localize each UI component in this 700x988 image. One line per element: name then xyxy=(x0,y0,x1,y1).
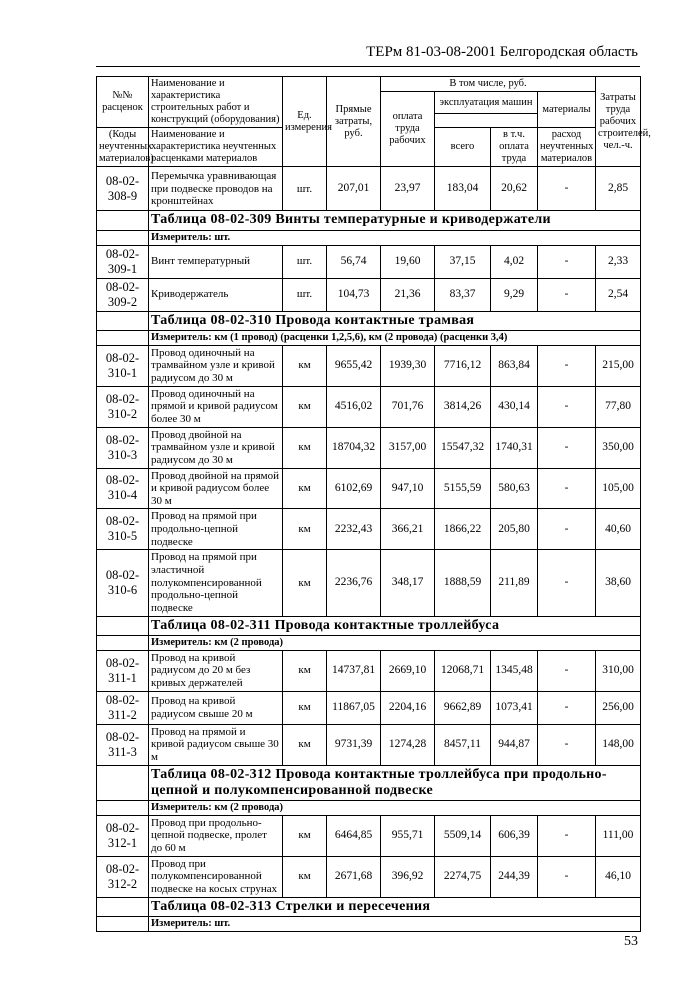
rate-machines-total: 5155,59 xyxy=(435,468,491,509)
rate-machines-wages: 1345,48 xyxy=(491,650,538,691)
table-row xyxy=(97,386,641,427)
rate-direct-cost: 18704,32 xyxy=(327,427,381,468)
rate-labor: 111,00 xyxy=(596,815,641,856)
col-direct-header: Прямые затраты, руб. xyxy=(327,77,381,167)
rate-name: Провод одиночный на трамвайном узле и кривой радиусом до 30 м xyxy=(149,345,283,386)
rate-code: 08-02-310-4 xyxy=(97,468,149,509)
rate-name: Провод на кривой радиусом свыше 20 м xyxy=(149,691,283,724)
rate-name: Провод на прямой при эластичной полукомпенсированной продольно-цепной подвеске xyxy=(149,550,283,616)
rate-code: 08-02-312-1 xyxy=(97,815,149,856)
table-312-title: Таблица 08-02-312 Провода контактные троллейбуса при продольно-цепной и полукомпенсированной подвеске xyxy=(149,765,641,800)
rate-code: 08-02-310-2 xyxy=(97,386,149,427)
rate-code: 08-02-308-9 xyxy=(97,167,149,211)
rate-wages: 701,76 xyxy=(381,386,435,427)
rate-unit: км xyxy=(283,650,327,691)
table-309-title: Таблица 08-02-309 Винты температурные и криводержатели xyxy=(149,211,641,230)
rate-unit: км xyxy=(283,691,327,724)
rate-name: Провод при полукомпенсированной подвеске на косых струнах xyxy=(149,856,283,897)
rate-wages: 3157,00 xyxy=(381,427,435,468)
rate-wages: 396,92 xyxy=(381,856,435,897)
table-311-body xyxy=(97,650,641,765)
rate-materials: - xyxy=(538,278,596,311)
rate-direct-cost: 56,74 xyxy=(327,245,381,278)
table-312-body xyxy=(97,815,641,897)
header-spacer xyxy=(435,114,538,128)
rate-unit: км xyxy=(283,468,327,509)
rate-wages: 21,36 xyxy=(381,278,435,311)
rate-unit: км xyxy=(283,427,327,468)
rate-machines-total: 2274,75 xyxy=(435,856,491,897)
table-row xyxy=(97,815,641,856)
col-total-header: всего xyxy=(435,128,491,167)
table-row xyxy=(97,278,641,311)
header-row-1 xyxy=(97,77,641,92)
rate-materials: - xyxy=(538,509,596,550)
rate-name: Провод на кривой радиусом до 20 м без кривых держателей xyxy=(149,650,283,691)
rate-machines-wages: 1740,31 xyxy=(491,427,538,468)
rate-direct-cost: 6464,85 xyxy=(327,815,381,856)
table-309-body xyxy=(97,245,641,311)
rate-machines-wages: 863,84 xyxy=(491,345,538,386)
page-header-title: ТЕРм 81-03-08-2001 Белгородская область xyxy=(366,44,638,60)
col-unit-header: Ед. измерения xyxy=(283,77,327,167)
table-row xyxy=(97,167,641,211)
rate-labor: 2,85 xyxy=(596,167,641,211)
header-divider xyxy=(96,66,640,67)
rate-name: Провод на прямой при продольно-цепной подвеске xyxy=(149,509,283,550)
rate-unit: шт. xyxy=(283,245,327,278)
rate-machines-total: 37,15 xyxy=(435,245,491,278)
col-unaccounted-header: расход неучтенных материалов xyxy=(538,128,596,167)
rate-direct-cost: 9655,42 xyxy=(327,345,381,386)
rate-wages: 348,17 xyxy=(381,550,435,616)
rate-machines-wages: 4,02 xyxy=(491,245,538,278)
rate-unit: км xyxy=(283,509,327,550)
rate-direct-cost: 4516,02 xyxy=(327,386,381,427)
table-row xyxy=(97,509,641,550)
rate-labor: 215,00 xyxy=(596,345,641,386)
rate-code: 08-02-310-5 xyxy=(97,509,149,550)
rate-wages: 947,10 xyxy=(381,468,435,509)
table-row xyxy=(97,245,641,278)
rate-direct-cost: 2236,76 xyxy=(327,550,381,616)
rate-labor: 310,00 xyxy=(596,650,641,691)
rate-materials: - xyxy=(538,427,596,468)
rate-materials: - xyxy=(538,345,596,386)
rate-name: Провод при продольно-цепной подвеске, пролет до 60 м xyxy=(149,815,283,856)
rate-wages: 955,71 xyxy=(381,815,435,856)
table-311-title: Таблица 08-02-311 Провода контактные троллейбуса xyxy=(149,616,641,635)
rate-machines-wages: 9,29 xyxy=(491,278,538,311)
rate-unit: км xyxy=(283,386,327,427)
rate-labor: 40,60 xyxy=(596,509,641,550)
rate-unit: км xyxy=(283,856,327,897)
rate-labor: 38,60 xyxy=(596,550,641,616)
rate-direct-cost: 14737,81 xyxy=(327,650,381,691)
rate-materials: - xyxy=(538,650,596,691)
table-309-measure: Измеритель: шт. xyxy=(149,230,641,245)
rate-wages: 1274,28 xyxy=(381,724,435,765)
table-row xyxy=(97,427,641,468)
rate-machines-wages: 580,63 xyxy=(491,468,538,509)
rate-machines-total: 3814,26 xyxy=(435,386,491,427)
col-materials-header: материалы xyxy=(538,92,596,128)
rate-code: 08-02-311-3 xyxy=(97,724,149,765)
rate-machines-total: 7716,12 xyxy=(435,345,491,386)
col-name-header: Наименование и характеристика строительных работ и конструкций (оборудования) xyxy=(149,77,283,128)
rate-unit: км xyxy=(283,345,327,386)
rate-name: Винт температурный xyxy=(149,245,283,278)
table-row xyxy=(97,468,641,509)
rate-materials: - xyxy=(538,691,596,724)
rate-machines-total: 8457,11 xyxy=(435,724,491,765)
rate-labor: 2,33 xyxy=(596,245,641,278)
rate-code: 08-02-309-1 xyxy=(97,245,149,278)
rate-code: 08-02-311-2 xyxy=(97,691,149,724)
rate-labor: 148,00 xyxy=(596,724,641,765)
rate-name: Перемычка уравнивающая при подвеске проводов на кронштейнах xyxy=(149,167,283,211)
rate-machines-total: 12068,71 xyxy=(435,650,491,691)
norms-table xyxy=(96,76,651,932)
table-row xyxy=(97,691,641,724)
table-row xyxy=(97,650,641,691)
rate-machines-total: 183,04 xyxy=(435,167,491,211)
rate-wages: 1939,30 xyxy=(381,345,435,386)
rate-machines-total: 5509,14 xyxy=(435,815,491,856)
rate-code: 08-02-309-2 xyxy=(97,278,149,311)
rate-code: 08-02-310-3 xyxy=(97,427,149,468)
rate-unit: шт. xyxy=(283,167,327,211)
col-labor-header: Затраты труда рабочих строителей, чел.-ч. xyxy=(596,77,641,167)
table-row xyxy=(97,550,641,616)
rate-direct-cost: 6102,69 xyxy=(327,468,381,509)
rate-machines-wages: 244,39 xyxy=(491,856,538,897)
page-number: 53 xyxy=(624,934,638,949)
rate-name: Провод двойной на прямой и кривой радиусом более 30 м xyxy=(149,468,283,509)
rate-materials: - xyxy=(538,815,596,856)
rate-machines-wages: 20,62 xyxy=(491,167,538,211)
rate-labor: 46,10 xyxy=(596,856,641,897)
rate-machines-total: 1866,22 xyxy=(435,509,491,550)
rate-materials: - xyxy=(538,468,596,509)
rate-wages: 19,60 xyxy=(381,245,435,278)
rate-direct-cost: 104,73 xyxy=(327,278,381,311)
rate-machines-total: 9662,89 xyxy=(435,691,491,724)
rate-labor: 2,54 xyxy=(596,278,641,311)
rate-code: 08-02-312-2 xyxy=(97,856,149,897)
rate-code: 08-02-310-1 xyxy=(97,345,149,386)
rate-name: Провод двойной на трамвайном узле и кривой радиусом до 30 м xyxy=(149,427,283,468)
rate-code: 08-02-311-1 xyxy=(97,650,149,691)
rate-unit: км xyxy=(283,550,327,616)
rate-materials: - xyxy=(538,386,596,427)
rate-code: 08-02-310-6 xyxy=(97,550,149,616)
col-code-unaccounted-header: (Коды неучтенных материалов) xyxy=(97,128,149,167)
table-310-body xyxy=(97,345,641,616)
rate-direct-cost: 11867,05 xyxy=(327,691,381,724)
rate-wages: 366,21 xyxy=(381,509,435,550)
rate-wages: 2669,10 xyxy=(381,650,435,691)
rate-direct-cost: 2671,68 xyxy=(327,856,381,897)
col-machines-header: эксплуатация машин xyxy=(435,92,538,114)
table-313-title: Таблица 08-02-313 Стрелки и пересечения xyxy=(149,897,641,916)
rate-materials: - xyxy=(538,856,596,897)
col-name-unaccounted-header: Наименование и характеристика неучтенных расценками материалов xyxy=(149,128,283,167)
rate-name: Провод одиночный на прямой и кривой радиусом более 30 м xyxy=(149,386,283,427)
rate-machines-total: 15547,32 xyxy=(435,427,491,468)
rate-machines-wages: 430,14 xyxy=(491,386,538,427)
rate-materials: - xyxy=(538,550,596,616)
rate-labor: 105,00 xyxy=(596,468,641,509)
rate-machines-wages: 211,89 xyxy=(491,550,538,616)
rate-materials: - xyxy=(538,167,596,211)
col-code-header: №№ расценок xyxy=(97,77,149,128)
rate-labor: 256,00 xyxy=(596,691,641,724)
rate-unit: км xyxy=(283,815,327,856)
rate-name: Криводержатель xyxy=(149,278,283,311)
rate-direct-cost: 2232,43 xyxy=(327,509,381,550)
rate-machines-wages: 205,80 xyxy=(491,509,538,550)
table-row xyxy=(97,724,641,765)
col-incl-header: В том числе, руб. xyxy=(381,77,596,92)
table-row xyxy=(97,345,641,386)
rate-machines-total: 83,37 xyxy=(435,278,491,311)
rate-machines-wages: 1073,41 xyxy=(491,691,538,724)
rate-machines-wages: 606,39 xyxy=(491,815,538,856)
rate-materials: - xyxy=(538,724,596,765)
rate-machines-wages: 944,87 xyxy=(491,724,538,765)
rate-name: Провод на прямой и кривой радиусом свыше 30 м xyxy=(149,724,283,765)
table-312-measure: Измеритель: км (2 провода) xyxy=(149,800,641,815)
rate-unit: шт. xyxy=(283,278,327,311)
table-311-measure: Измеритель: км (2 провода) xyxy=(149,635,641,650)
rate-materials: - xyxy=(538,245,596,278)
rate-labor: 77,80 xyxy=(596,386,641,427)
col-incl-wages-header: в т.ч. оплата труда xyxy=(491,128,538,167)
table-310-measure: Измеритель: км (1 провод) (расценки 1,2,5,6), км (2 провода) (расценки 3,4) xyxy=(149,330,641,345)
rate-wages: 23,97 xyxy=(381,167,435,211)
table-313-measure: Измеритель: шт. xyxy=(149,916,641,931)
table-row xyxy=(97,856,641,897)
rate-direct-cost: 207,01 xyxy=(327,167,381,211)
rate-unit: км xyxy=(283,724,327,765)
rate-direct-cost: 9731,39 xyxy=(327,724,381,765)
rate-wages: 2204,16 xyxy=(381,691,435,724)
table-310-title: Таблица 08-02-310 Провода контактные трамвая xyxy=(149,311,641,330)
col-wages-header: оплата труда рабочих xyxy=(381,92,435,167)
rate-machines-total: 1888,59 xyxy=(435,550,491,616)
rate-labor: 350,00 xyxy=(596,427,641,468)
